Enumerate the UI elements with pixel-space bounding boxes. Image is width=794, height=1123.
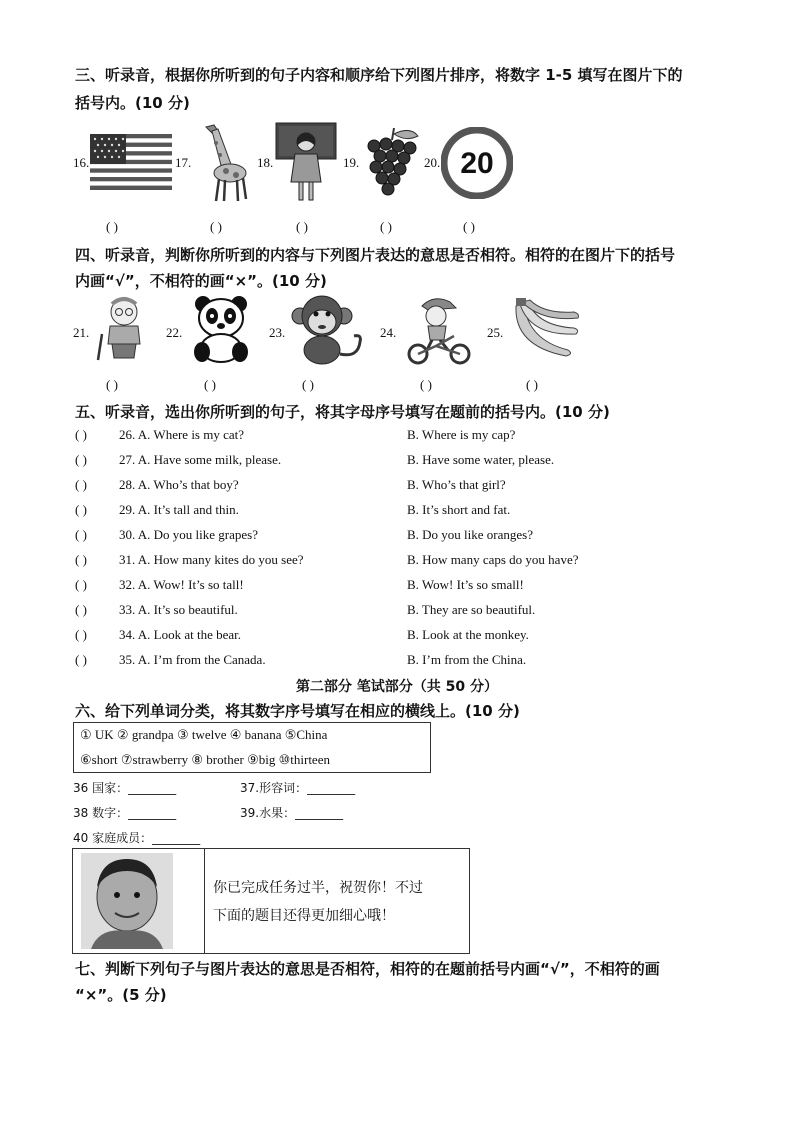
answer-paren-19[interactable]: ( ) — [380, 219, 392, 234]
answer-paren-33[interactable]: ( ) — [75, 602, 87, 617]
option-b: B. Where is my cap? — [407, 427, 516, 442]
option-b: B. It’s short and fat. — [407, 502, 511, 517]
list-item — [75, 502, 715, 527]
us-flag-icon — [90, 134, 172, 190]
option-b: B. I’m from the China. — [407, 652, 527, 667]
section4-title-line2: 内画“√”，不相符的画“×”。(10 分) — [75, 272, 327, 290]
answer-paren-29[interactable]: ( ) — [75, 502, 87, 517]
item23-number: 23. — [269, 325, 286, 340]
section7-title-line2: “×”。(5 分) — [75, 986, 167, 1004]
part2-title: 第二部分 笔试部分（共 50 分） — [295, 679, 499, 695]
answer-paren-27[interactable]: ( ) — [75, 452, 87, 467]
item22-number: 22. — [166, 325, 183, 340]
answer-paren-34[interactable]: ( ) — [75, 627, 87, 642]
answer-paren-30[interactable]: ( ) — [75, 527, 87, 542]
giraffe-icon — [192, 121, 252, 203]
encouragement-line1: 你已完成任务过半，祝贺你！不过 — [213, 880, 423, 896]
item21-number: 21. — [73, 325, 90, 340]
item19-number: 19. — [343, 155, 360, 170]
option-a: 28. A. Who’s that boy? — [119, 477, 239, 492]
answer-paren-25[interactable]: ( ) — [526, 377, 538, 392]
answer-paren-32[interactable]: ( ) — [75, 577, 87, 592]
boy-photo-icon — [81, 853, 173, 949]
option-a: 29. A. It’s tall and thin. — [119, 502, 239, 517]
encouragement-line2: 下面的题目还得更加细心哦！ — [213, 908, 395, 924]
word-bank-line2: ⑥short ⑦strawberry ⑧ brother ⑨big ⑩thirteen — [80, 752, 330, 767]
list-item — [75, 652, 715, 677]
list-item — [75, 427, 715, 452]
answer-paren-23[interactable]: ( ) — [302, 377, 314, 392]
sign-number: 20 — [460, 147, 494, 180]
answer-paren-18[interactable]: ( ) — [296, 219, 308, 234]
list-item — [75, 627, 715, 652]
answer-paren-35[interactable]: ( ) — [75, 652, 87, 667]
item18-number: 18. — [257, 155, 274, 170]
q40-family-blank[interactable]: 40 家庭成员：________ — [73, 831, 201, 845]
bananas-icon — [508, 296, 582, 364]
section4-title-line1: 四、听录音，判断你所听到的内容与下列图片表达的意思是否相符。相符的在图片下的括号 — [75, 246, 676, 264]
q39-fruit-blank[interactable]: 39.水果：________ — [240, 806, 344, 820]
photo-cell — [73, 849, 205, 953]
option-a: 31. A. How many kites do you see? — [119, 552, 304, 567]
option-b: B. They are so beautiful. — [407, 602, 536, 617]
item24-number: 24. — [380, 325, 397, 340]
option-a: 27. A. Have some milk, please. — [119, 452, 282, 467]
encouragement-box — [72, 848, 470, 954]
answer-paren-28[interactable]: ( ) — [75, 477, 87, 492]
monkey-icon — [290, 294, 366, 366]
option-a: 33. A. It’s so beautiful. — [119, 602, 238, 617]
answer-paren-16[interactable]: ( ) — [106, 219, 118, 234]
answer-paren-26[interactable]: ( ) — [75, 427, 87, 442]
item25-number: 25. — [487, 325, 504, 340]
list-item — [75, 477, 715, 502]
list-item — [75, 577, 715, 602]
word-bank-line1: ① UK ② grandpa ③ twelve ④ banana ⑤China — [80, 727, 328, 742]
section5-list — [75, 427, 715, 677]
answer-paren-21[interactable]: ( ) — [106, 377, 118, 392]
option-a: 32. A. Wow! It’s so tall! — [119, 577, 244, 592]
option-a: 30. A. Do you like grapes? — [119, 527, 259, 542]
grapes-icon — [360, 124, 422, 200]
teacher-icon — [273, 120, 339, 204]
section3-title-line2: 括号内。(10 分) — [75, 94, 190, 112]
q36-country-blank[interactable]: 36 国家：________ — [73, 781, 177, 795]
section3-title-line1: 三、听录音，根据你所听到的句子内容和顺序给下列图片排序，将数字 1-5 填写在图片下的 — [75, 66, 683, 84]
answer-paren-17[interactable]: ( ) — [210, 219, 222, 234]
item20-number: 20. — [424, 155, 441, 170]
section7-title-line1: 七、判断下列句子与图片表达的意思是否相符，相符的在题前括号内画“√”，不相符的画 — [75, 960, 660, 978]
list-item — [75, 527, 715, 552]
grandpa-icon — [92, 294, 154, 364]
q38-number-blank[interactable]: 38 数字：________ — [73, 806, 177, 820]
item17-number: 17. — [175, 155, 192, 170]
panda-icon — [190, 294, 252, 364]
twenty-sign-icon — [441, 127, 513, 199]
section6-title: 六、给下列单词分类，将其数字序号填写在相应的横线上。(10 分) — [75, 702, 520, 720]
option-b: B. Wow! It’s so small! — [407, 577, 524, 592]
option-a: 34. A. Look at the bear. — [119, 627, 242, 642]
list-item — [75, 452, 715, 477]
list-item — [75, 602, 715, 627]
section5-title: 五、听录音，选出你所听到的句子，将其字母序号填写在题前的括号内。(10 分) — [75, 403, 610, 421]
option-a: 26. A. Where is my cat? — [119, 427, 245, 442]
option-b: B. Do you like oranges? — [407, 527, 534, 542]
option-b: B. Have some water, please. — [407, 452, 555, 467]
option-b: B. Look at the monkey. — [407, 627, 529, 642]
boy-bike-icon — [404, 294, 474, 366]
option-a: 35. A. I’m from the Canada. — [119, 652, 266, 667]
word-bank-box — [73, 722, 431, 773]
answer-paren-22[interactable]: ( ) — [204, 377, 216, 392]
answer-paren-24[interactable]: ( ) — [420, 377, 432, 392]
option-b: B. How many caps do you have? — [407, 552, 579, 567]
q37-adjective-blank[interactable]: 37.形容词：________ — [240, 781, 356, 795]
answer-paren-31[interactable]: ( ) — [75, 552, 87, 567]
item16-number: 16. — [73, 155, 90, 170]
answer-paren-20[interactable]: ( ) — [463, 219, 475, 234]
option-b: B. Who’s that girl? — [407, 477, 506, 492]
list-item — [75, 552, 715, 577]
